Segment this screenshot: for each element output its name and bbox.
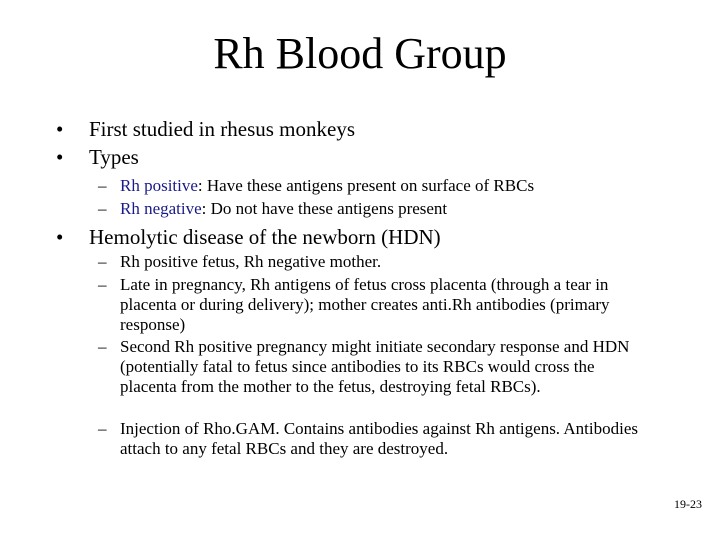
slide-number: 19-23 <box>674 497 702 511</box>
bullet-text: Hemolytic disease of the newborn (HDN) <box>89 225 441 249</box>
slide-title: Rh Blood Group <box>213 29 507 78</box>
hdn-point-text: Late in pregnancy, Rh antigens of fetus cross placenta (through a tear in placenta or during delivery); mother creates anti.Rh antibodies (primary response) <box>120 275 610 334</box>
hdn-point-text: Rh positive fetus, Rh negative mother. <box>120 252 382 271</box>
bullet-text: First studied in rhesus monkeys <box>89 117 355 141</box>
hdn-point <box>98 252 650 272</box>
sub-bullet-dash: – <box>98 275 107 294</box>
bullet-dot: • <box>56 225 64 249</box>
sub-bullet-dash: – <box>98 419 107 438</box>
hdn-point-text: Injection of Rho.GAM. Contains antibodies against Rh antigens. Antibodies attach to any fetal RBCs and they are destroyed. <box>120 419 638 458</box>
hdn-point <box>98 275 650 335</box>
bullet-types <box>56 144 139 170</box>
hdn-point <box>98 337 650 397</box>
type-rh-negative <box>98 199 650 219</box>
sub-bullet-dash: – <box>98 337 107 356</box>
bullet-dot: • <box>56 117 64 141</box>
type-description: : Have these antigens present on surface of RBCs <box>197 176 535 195</box>
bullet-dot: • <box>56 145 64 169</box>
hdn-point <box>98 419 650 459</box>
type-description: : Do not have these antigens present <box>201 199 448 218</box>
bullet-rhesus <box>56 116 355 142</box>
sub-bullet-dash: – <box>98 199 107 218</box>
sub-bullet-dash: – <box>98 176 107 195</box>
term-rh-negative: Rh negative <box>120 199 202 218</box>
bullet-hdn <box>56 224 441 250</box>
bullet-text: Types <box>89 145 139 169</box>
type-rh-positive <box>98 176 650 196</box>
term-rh-positive: Rh positive <box>120 176 198 195</box>
sub-bullet-dash: – <box>98 252 107 271</box>
hdn-point-text: Second Rh positive pregnancy might initiate secondary response and HDN (potentially fatal to fetus since antibodies to its RBCs would cross the placenta from the mother to the fetus, destroying fetal RBCs). <box>120 337 630 396</box>
